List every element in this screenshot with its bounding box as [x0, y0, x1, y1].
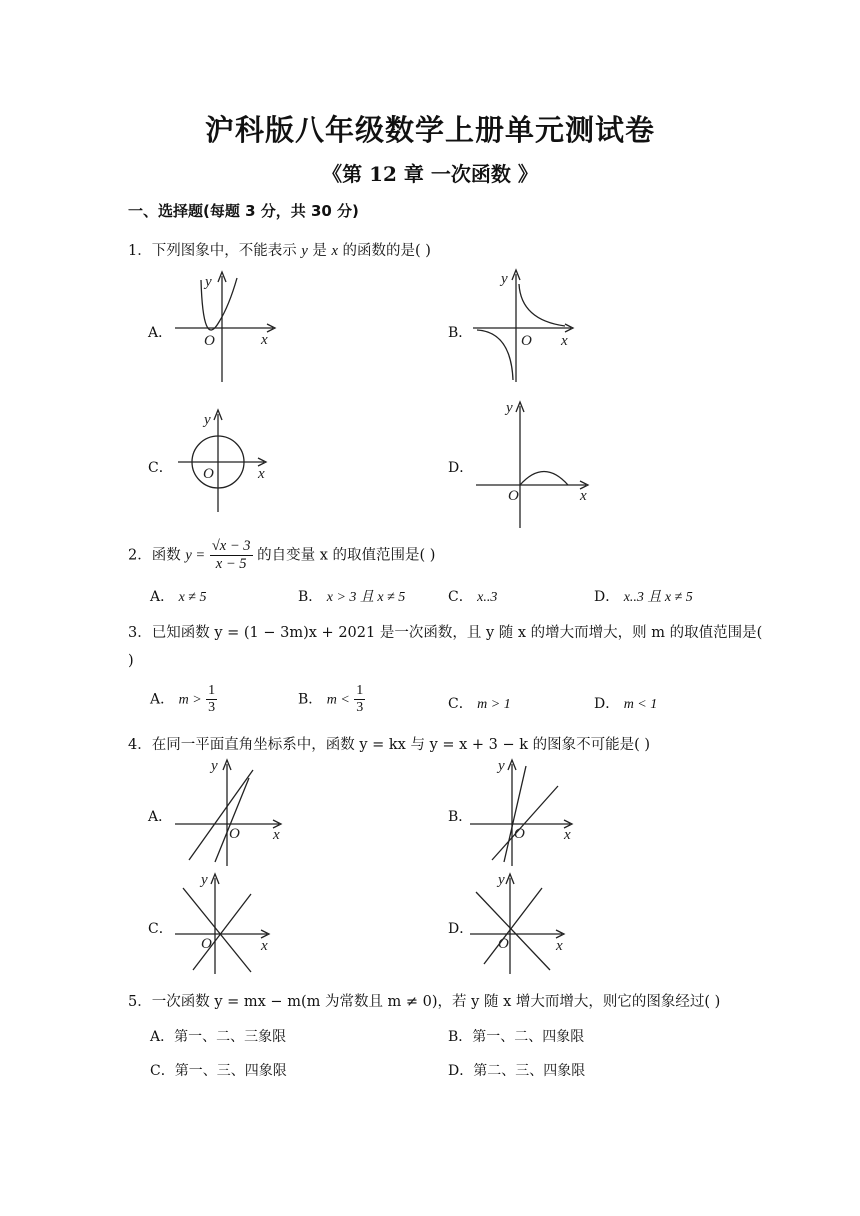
page-title: 沪科版八年级数学上册单元测试卷: [204, 113, 655, 147]
q4b-origin-label: O: [514, 826, 525, 842]
q3-option-a: A． m > $\frac{1}{3}$: [150, 683, 216, 715]
q4d-y-label: y: [498, 872, 505, 888]
q4-option-c-label: C．: [148, 921, 173, 937]
q4d-origin-label: O: [498, 936, 509, 952]
q4c-x-label: x: [261, 938, 268, 954]
q5-option-d: D．第二、三、四象限: [448, 1063, 586, 1079]
section-heading: 一、选择题(每题 3 分，共 30 分): [128, 202, 359, 220]
q1b-y-label: y: [501, 271, 508, 287]
q1a-y-label: y: [205, 274, 212, 290]
question-2-stem: 2．函数 y = $\frac{√x - 3}{x - 5}$ 的自变量 x 的取值范围是( ): [128, 538, 436, 572]
q4c-y-label: y: [201, 872, 208, 888]
q2-option-b: B． x > 3 且 x ≠ 5: [298, 589, 406, 605]
q3-option-d: D． m < 1: [594, 696, 658, 712]
q4b-x-label: x: [564, 827, 571, 843]
q1-graph-d: [476, 398, 596, 530]
q4b-y-label: y: [498, 758, 505, 774]
question-1-stem: 1．下列图象中，不能表示 y 是 x 的函数的是( ): [128, 243, 431, 259]
q4-option-d-label: D．: [448, 921, 474, 937]
q1d-x-label: x: [580, 488, 587, 504]
q4a-origin-label: O: [229, 826, 240, 842]
q3-option-b: B． m < $\frac{1}{3}$: [298, 683, 364, 715]
q4-option-a-label: A．: [148, 809, 173, 825]
q1-option-d-label: D．: [448, 460, 474, 476]
question-3-stem: 3．已知函数 y = (1 − 3m)x + 2021 是一次函数，且 y 随 x 的增大而增大，则 m 的取值范围是(: [128, 625, 763, 641]
q1c-x-label: x: [258, 466, 265, 482]
q4-graph-b: [470, 756, 580, 868]
q1-graph-a: [175, 270, 285, 385]
q1-option-a-label: A．: [148, 325, 173, 341]
q5-option-b: B．第一、二、四象限: [448, 1029, 585, 1045]
q4c-origin-label: O: [201, 936, 212, 952]
q4-option-b-label: B．: [448, 809, 473, 825]
q4a-y-label: y: [211, 758, 218, 774]
question-5-stem: 5．一次函数 y = mx − m(m 为常数且 m ≠ 0)，若 y 随 x 增大而增大，则它的图象经过( ): [128, 994, 721, 1010]
q2-option-d: D． x..3 且 x ≠ 5: [594, 589, 693, 605]
q1a-origin-label: O: [204, 333, 215, 349]
q1-option-c-label: C．: [148, 460, 173, 476]
q1c-origin-label: O: [203, 466, 214, 482]
q4-graph-c: [175, 870, 280, 976]
q1-graph-b: [473, 268, 583, 386]
q5-option-c: C．第一、三、四象限: [150, 1063, 287, 1079]
question-4-stem: 4．在同一平面直角坐标系中，函数 y = kx 与 y = x + 3 − k 的图象不可能是( ): [128, 737, 651, 753]
q2-fraction: $\frac{√x - 3}{x - 5}$: [211, 538, 251, 572]
q5-option-a: A．第一、二、三象限: [150, 1029, 287, 1045]
q4-graph-a: [175, 756, 290, 868]
q1a-x-label: x: [261, 332, 268, 348]
q4d-x-label: x: [556, 938, 563, 954]
q4a-x-label: x: [273, 827, 280, 843]
q1-option-b-label: B．: [448, 325, 473, 341]
q2-option-a: A． x ≠ 5: [150, 589, 207, 605]
q1d-y-label: y: [506, 400, 513, 416]
q1-graph-c: [178, 408, 278, 514]
q1c-y-label: y: [204, 412, 211, 428]
question-3-stem-cont: ): [128, 653, 134, 669]
q1d-origin-label: O: [508, 488, 519, 504]
q4-graph-d: [470, 870, 575, 976]
q3-option-c: C． m > 1: [448, 696, 511, 712]
page-subtitle: 《第 12 章 一次函数 》: [322, 162, 538, 186]
q2-option-c: C． x..3: [448, 589, 498, 605]
q1b-x-label: x: [561, 333, 568, 349]
q1b-origin-label: O: [521, 333, 532, 349]
